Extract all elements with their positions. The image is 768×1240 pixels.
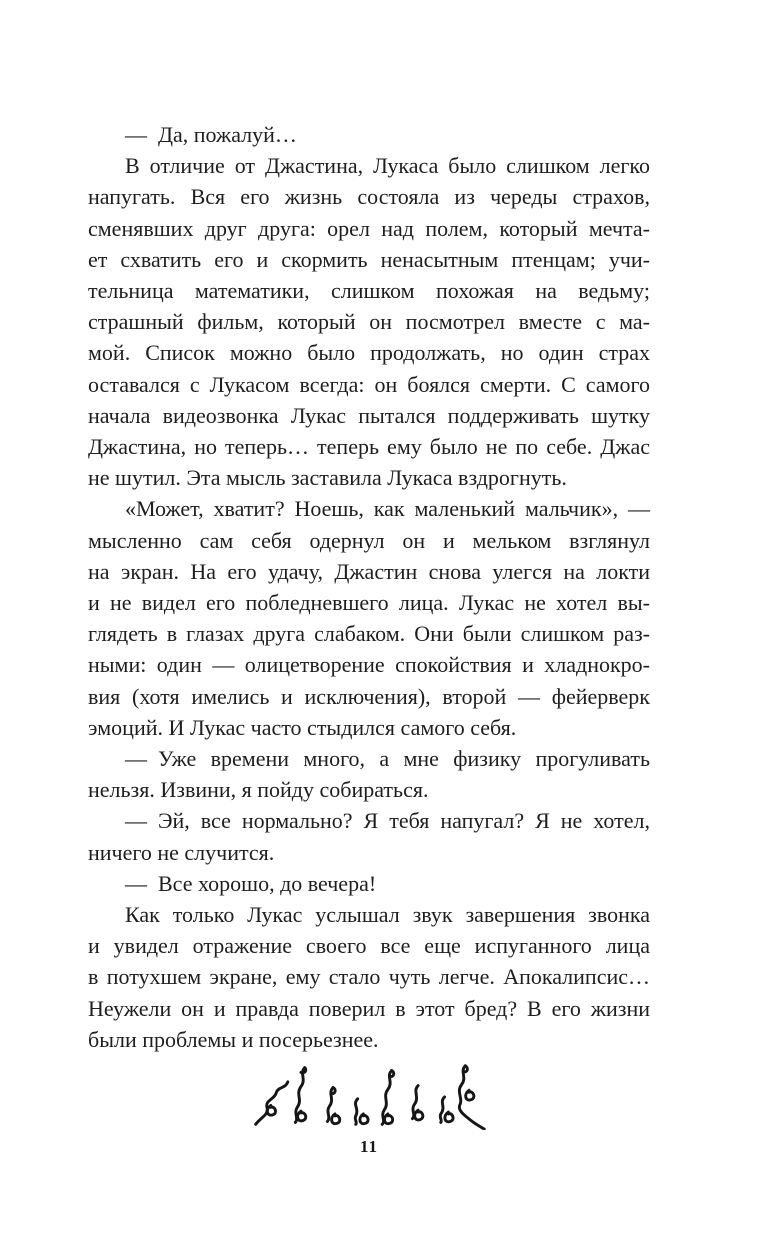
- text-line: — Все хорошо, до вечера!: [125, 870, 377, 896]
- text-line: нельзя. Извини, я пойду собираться.: [88, 777, 429, 803]
- paragraph: [88, 119, 650, 150]
- text-line: и не видел его побледневшего лица. Лукас не хотел вы-: [88, 590, 650, 616]
- text-line: напугать. Вся его жизнь состояла из череды страхов,: [88, 184, 650, 210]
- text-line: Джастина, но теперь… теперь ему было не по себе. Джас: [88, 434, 650, 460]
- paragraph: [88, 743, 650, 805]
- text-line: — Уже времени много, а мне физику прогуливать: [125, 746, 650, 772]
- text-line: вия (хотя имелись и исключения), второй — фейерверк: [88, 683, 650, 709]
- text-line: ничего не случится.: [88, 839, 275, 865]
- paragraph: [88, 899, 650, 1055]
- text-line: страшный фильм, который он посмотрел вместе с ма-: [88, 309, 650, 335]
- page-text: [88, 119, 650, 1055]
- text-line: тельница математики, слишком похожая на ведьму;: [88, 278, 650, 304]
- paragraph: [88, 868, 650, 899]
- text-line: глядеть в глазах друга слабаком. Они были слишком раз-: [88, 621, 650, 647]
- flame-ornament: [250, 1062, 488, 1130]
- text-line: ными: один — олицетворение спокойствия и хладнокро-: [88, 652, 650, 678]
- text-line: мой. Список можно было продолжать, но один страх: [88, 340, 650, 366]
- text-line: в потухшем экране, ему стало чуть легче. Апокалипсис…: [88, 964, 650, 990]
- paragraph: [88, 150, 650, 493]
- text-line: Как только Лукас услышал звук завершения звонка: [125, 902, 650, 928]
- text-line: эмоций. И Лукас часто стыдился самого себя.: [88, 714, 517, 740]
- text-line: на экран. На его удачу, Джастин снова улегся на локти: [88, 558, 650, 584]
- text-line: В отличие от Джастина, Лукаса было слишком легко: [125, 153, 650, 179]
- text-line: Неужели он и правда поверил в этот бред? В его жизни: [88, 995, 650, 1021]
- text-line: «Может, хватит? Ноешь, как маленький мальчик», —: [125, 496, 650, 522]
- text-line: ет схватить его и скормить ненасытным птенцам; учи-: [88, 246, 650, 272]
- text-line: начала видеозвонка Лукас пытался поддерживать шутку: [88, 402, 650, 428]
- text-line: не шутил. Эта мысль заставила Лукаса вздрогнуть.: [88, 465, 567, 491]
- text-line: — Эй, все нормально? Я тебя напугал? Я не хотел,: [125, 808, 650, 834]
- text-line: — Да, пожалуй…: [125, 122, 297, 147]
- text-line: оставался с Лукасом всегда: он боялся смерти. С самого: [88, 371, 650, 397]
- page-footer: [88, 1062, 650, 1157]
- text-line: были проблемы и посерьезнее.: [88, 1026, 379, 1052]
- text-line: мысленно сам себя одернул он и мельком взглянул: [88, 527, 650, 553]
- text-line: сменявших друг друга: орел над полем, который мечта-: [88, 215, 650, 241]
- page-number: 11: [359, 1137, 379, 1156]
- text-line: и увидел отражение своего все еще испуганного лица: [88, 933, 650, 959]
- paragraph: [88, 805, 650, 867]
- paragraph: [88, 493, 650, 743]
